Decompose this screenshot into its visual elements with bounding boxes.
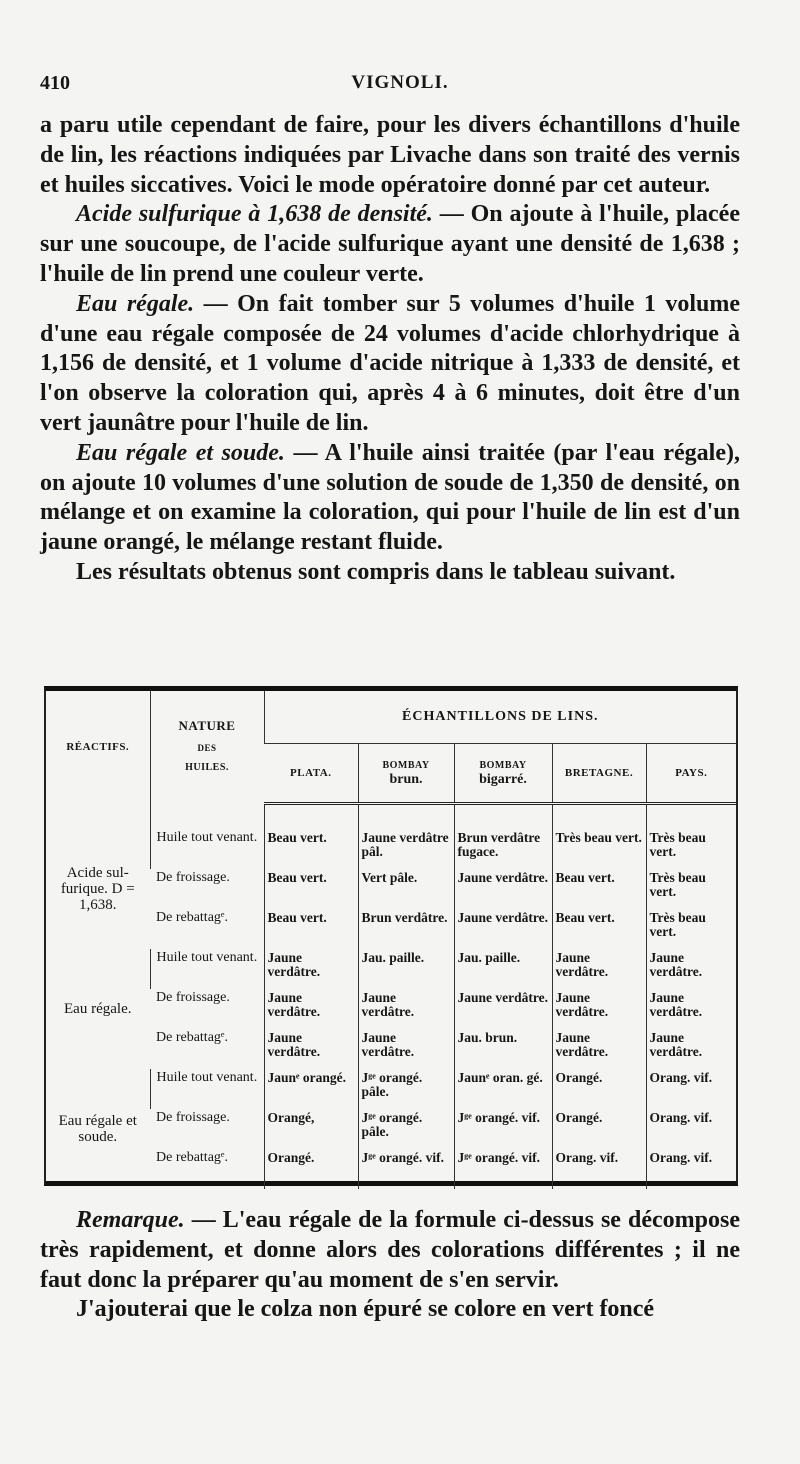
header-bombay-brun — [358, 744, 454, 804]
cell-plata: Beau vert. — [264, 909, 358, 949]
cell-bombay-bigarre: Jaune verdâtre. — [454, 869, 552, 909]
reactif-cell: Eau régale. — [64, 1001, 132, 1017]
closing-text — [40, 1206, 740, 1325]
header-nature-line1: NATURE — [178, 718, 236, 734]
nature-cell: De froissage. — [156, 990, 230, 1005]
header-bombay-bigarre — [454, 744, 552, 804]
paragraph: Les résultats obtenus sont compris dans le tableau suivant. — [76, 558, 676, 585]
table-row — [46, 949, 736, 989]
cell-bombay-bigarre: Jau. paille. — [454, 949, 552, 989]
cell-pays: Jaune verdâtre. — [646, 1029, 736, 1069]
cell-pays: Orang. vif. — [646, 1109, 736, 1149]
cell-bretagne: Beau vert. — [552, 869, 646, 909]
cell-pays: Jaune verdâtre. — [646, 949, 736, 989]
cell-pays: Jaune verdâtre. — [646, 989, 736, 1029]
nature-cell: De rebattagᵉ. — [156, 910, 228, 925]
table-row — [46, 1109, 736, 1149]
paragraph-title: Remarque. — [76, 1207, 185, 1233]
cell-bretagne: Orangé. — [552, 1069, 646, 1109]
nature-cell: De rebattagᵉ. — [156, 1030, 228, 1045]
cell-bretagne: Jaune verdâtre. — [552, 949, 646, 989]
nature-cell: De rebattagᵉ. — [156, 1150, 228, 1165]
header-reactifs: RÉACTIFS. — [66, 741, 130, 754]
running-head: VIGNOLI. — [351, 72, 449, 93]
cell-pays: Orang. vif. — [646, 1149, 736, 1189]
paragraph-eau-regale — [40, 290, 740, 439]
header-nature-line2: DES — [197, 743, 217, 754]
table-row — [46, 1149, 736, 1189]
nature-cell: De froissage. — [156, 870, 230, 885]
paragraph-body: — A l'huile ainsi traitée (par l'eau régale), on ajoute 10 volumes d'une solution de soude de 1,350 de densité, on mélange et on examine la coloration, qui pour l'huile de lin est d'un jaune orangé, le mélange restant fluide. — [40, 439, 740, 556]
header-pays: PAYS. — [646, 744, 736, 804]
cell-bombay-bigarre: Brun verdâtre fugace. — [454, 829, 552, 869]
cell-bretagne: Orangé. — [552, 1109, 646, 1149]
cell-bombay-bigarre: Jᵍᵉ orangé. vif. — [454, 1109, 552, 1149]
page-number: 410 — [40, 72, 70, 94]
cell-plata: Orangé, — [264, 1109, 358, 1149]
cell-pays: Très beau vert. — [646, 829, 736, 869]
table-row — [46, 909, 736, 949]
cell-bombay-bigarre: Jᵍᵉ orangé. vif. — [454, 1149, 552, 1189]
cell-bombay-brun: Jaune verdâtre. — [358, 1029, 454, 1069]
cell-plata: Jaunᵉ orangé. — [264, 1069, 358, 1109]
cell-plata: Beau vert. — [264, 829, 358, 869]
paragraph-acide — [40, 200, 740, 289]
cell-bretagne: Orang. vif. — [552, 1149, 646, 1189]
cell-bombay-brun: Jaune verdâtre pâl. — [358, 829, 454, 869]
cell-bombay-bigarre: Jaune verdâtre. — [454, 989, 552, 1029]
nature-cell: Huile tout venant. — [150, 829, 264, 869]
cell-bombay-brun: Vert pâle. — [358, 869, 454, 909]
cell-plata: Beau vert. — [264, 869, 358, 909]
header-plata: PLATA. — [264, 744, 358, 804]
nature-cell: Huile tout venant. — [150, 949, 264, 989]
header-bombay-bigarre-2: bigarré. — [479, 772, 527, 787]
cell-pays: Très beau vert. — [646, 909, 736, 949]
cell-bombay-bigarre: Jaune verdâtre. — [454, 909, 552, 949]
table-row — [46, 989, 736, 1029]
paragraph-title: Eau régale et soude. — [76, 439, 285, 466]
cell-bombay-brun: Jᵍᵉ orangé. vif. — [358, 1149, 454, 1189]
table-row — [46, 869, 736, 909]
results-table — [44, 686, 738, 1186]
header-bombay-bigarre-1: BOMBAY — [479, 760, 527, 771]
cell-plata: Jaune verdâtre. — [264, 1029, 358, 1069]
intro-text — [40, 111, 740, 588]
cell-bretagne: Très beau vert. — [552, 829, 646, 869]
nature-cell: Huile tout venant. — [150, 1069, 264, 1109]
header-bombay-brun-2: brun. — [389, 772, 423, 787]
cell-bombay-brun: Brun verdâtre. — [358, 909, 454, 949]
paragraph-body: — On fait tomber sur 5 volumes d'huile 1 volume d'une eau régale composée de 24 volumes d'acide chlorhydrique à 1,156 de densité, et 1 volume d'acide nitrique à 1,333 de densité, et l'on observe la coloration qui, après 4 à 6 minutes, doit être d'un vert jaunâtre pour l'huile de lin. — [40, 290, 740, 436]
paragraph-title: Eau régale. — [76, 290, 195, 317]
table-row — [46, 1069, 736, 1109]
cell-bretagne: Jaune verdâtre. — [552, 989, 646, 1029]
paragraph-eau-regale-soude — [40, 439, 740, 558]
cell-bombay-bigarre: Jau. brun. — [454, 1029, 552, 1069]
cell-bretagne: Beau vert. — [552, 909, 646, 949]
cell-bombay-brun: Jᵍᵉ orangé. pâle. — [358, 1069, 454, 1109]
header-echantillons: ÉCHANTILLONS DE LINS. — [264, 691, 736, 744]
paragraph: J'ajouterai que le colza non épuré se colore en vert foncé — [76, 1296, 655, 1323]
cell-bombay-brun: Jaune verdâtre. — [358, 989, 454, 1029]
header-nature-line3: HUILES. — [185, 762, 229, 774]
reactif-cell: Acide sul-furique. D = 1,638. — [60, 865, 135, 913]
paragraph-title: Acide sulfurique à 1,638 de densité. — [76, 201, 433, 228]
paragraph-remarque — [40, 1206, 740, 1295]
header-bretagne: BRETAGNE. — [552, 744, 646, 804]
cell-plata: Orangé. — [264, 1149, 358, 1189]
table-row — [46, 829, 736, 869]
paragraph: a paru utile cependant de faire, pour les divers échantillons d'huile de lin, les réactions indiquées par Livache dans son traité des vernis et huiles siccatives. Voici le mode opératoire donné par cet auteur. — [40, 112, 740, 198]
header-bombay-brun-1: BOMBAY — [382, 760, 430, 771]
paragraph-body: — L'eau régale de la formule ci-dessus se décompose très rapidement, et donne alors des colorations différentes ; il ne faut donc la préparer qu'au moment de s'en servir. — [40, 1207, 740, 1293]
cell-pays: Orang. vif. — [646, 1069, 736, 1109]
cell-bombay-brun: Jᵍᵉ orangé. pâle. — [358, 1109, 454, 1149]
nature-cell: De froissage. — [156, 1110, 230, 1125]
header-nature — [150, 691, 264, 804]
cell-bretagne: Jaune verdâtre. — [552, 1029, 646, 1069]
table-row — [46, 1029, 736, 1069]
paragraph-body: — On ajoute à l'huile, placée sur une soucoupe, de l'acide sulfurique ayant une densité de 1,638 ; l'huile de lin prend une couleur verte. — [40, 201, 740, 287]
cell-pays: Très beau vert. — [646, 869, 736, 909]
cell-bombay-brun: Jau. paille. — [358, 949, 454, 989]
cell-plata: Jaune verdâtre. — [264, 949, 358, 989]
reactif-cell: Eau régale et soude. — [58, 1113, 137, 1145]
cell-plata: Jaune verdâtre. — [264, 989, 358, 1029]
page-header — [40, 72, 760, 102]
cell-bombay-bigarre: Jaunᵉ oran. gé. — [454, 1069, 552, 1109]
